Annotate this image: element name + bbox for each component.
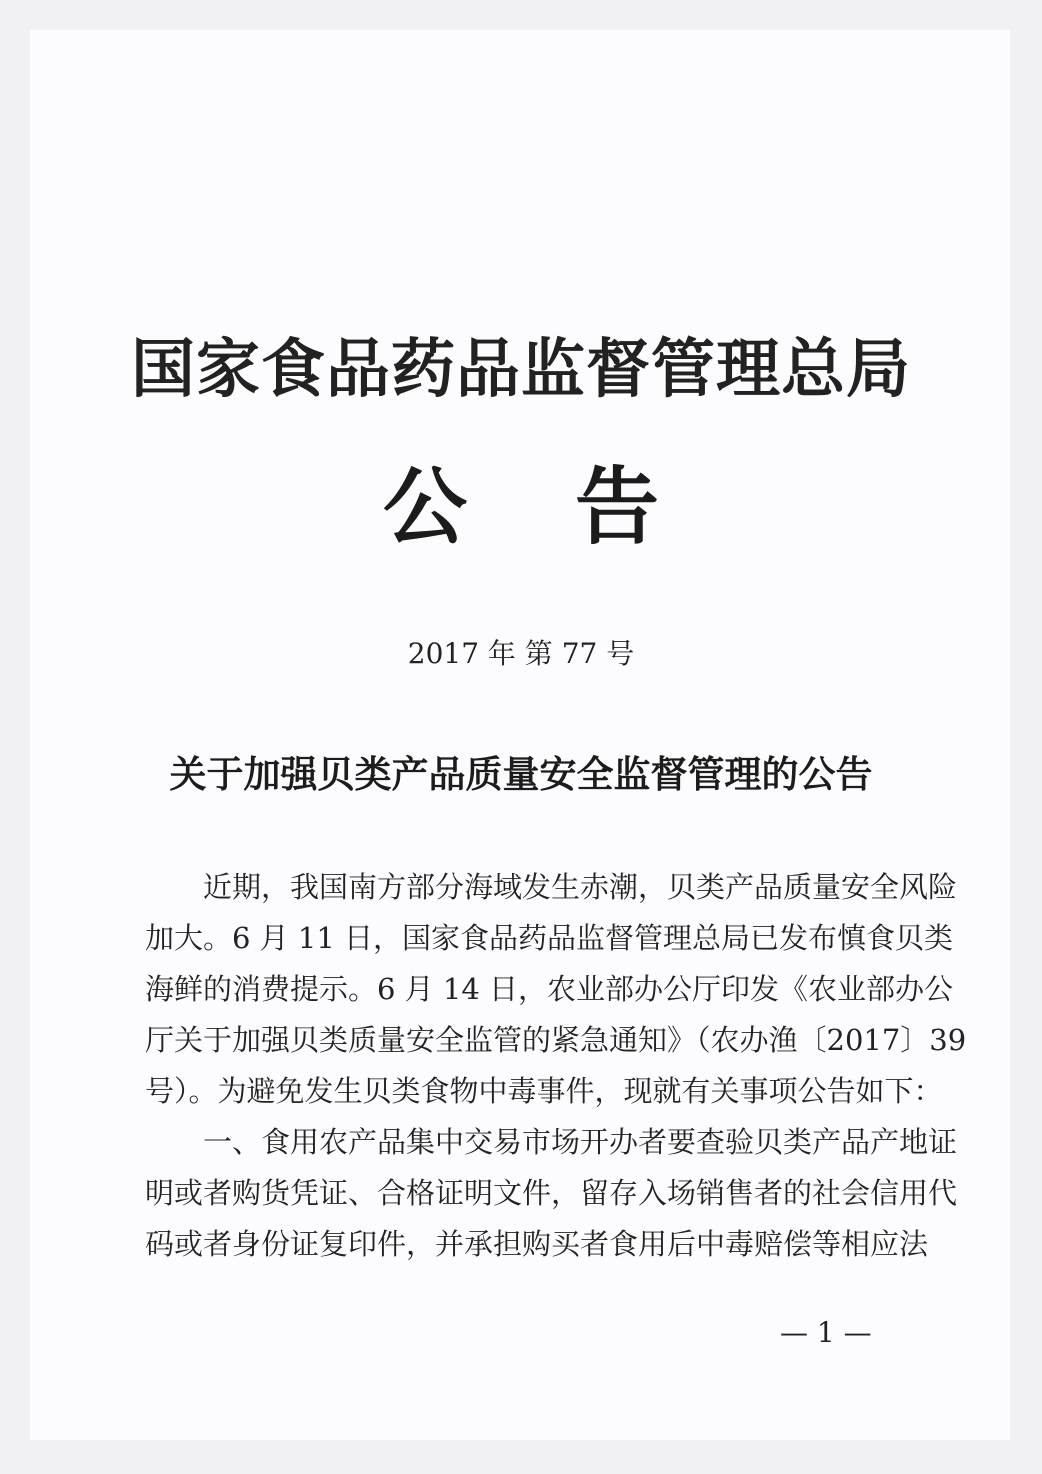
- document-number: 2017 年 第 77 号: [407, 637, 635, 670]
- body-line: 明或者购货凭证、合格证明文件，留存入场销售者的社会信用代: [145, 1176, 958, 1210]
- page-number: — 1 —: [780, 1316, 872, 1349]
- announcement-body: [145, 862, 967, 1270]
- body-line: 近期，我国南方部分海域发生赤潮，贝类产品质量安全风险: [203, 870, 958, 904]
- body-line: 厅关于加强贝类质量安全监管的紧急通知》（农办渔〔2017〕39: [145, 1023, 967, 1057]
- body-line: 海鲜的消费提示。6 月 14 日，农业部办公厅印发《农业部办公: [145, 972, 954, 1006]
- body-line: 号）。为避免发生贝类食物中毒事件，现就有关事项公告如下：: [145, 1074, 943, 1108]
- body-line: 码或者身份证复印件，并承担购买者食用后中毒赔偿等相应法: [145, 1227, 929, 1261]
- body-line: 一、食用农产品集中交易市场开办者要查验贝类产品产地证: [203, 1125, 958, 1159]
- body-line: 加大。6 月 11 日，国家食品药品监督管理总局已发布慎食贝类: [145, 921, 954, 955]
- agency-name-header: 国家食品药品监督管理总局: [131, 332, 911, 407]
- announcement-title: 关于加强贝类产品质量安全监督管理的公告: [169, 752, 873, 796]
- document-type-heading: 公告: [382, 457, 767, 556]
